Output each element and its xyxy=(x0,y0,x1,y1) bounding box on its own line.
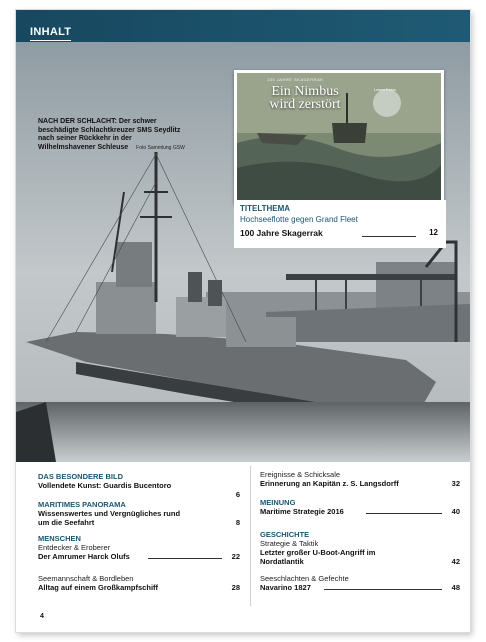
toc-title: Navarino 1827 xyxy=(260,583,311,592)
toc-page: 42 xyxy=(451,557,460,566)
toc-lead: Seeschlachten & Gefechte xyxy=(260,574,349,583)
toc-lead: Seemannschaft & Bordleben xyxy=(38,574,134,583)
toc-title: Maritime Strategie 2016 xyxy=(260,507,344,516)
toc-page: 40 xyxy=(451,507,460,516)
toc-page: 28 xyxy=(231,583,240,592)
toc-left-3[interactable] xyxy=(38,534,240,561)
toc-title: Der Amrumer Harck Olufs xyxy=(38,552,130,561)
toc-left-4[interactable] xyxy=(38,574,240,592)
leader-rule xyxy=(362,236,416,237)
toc-title: Vollendete Kunst: Guardis Bucentoro xyxy=(38,481,172,490)
caption-text: Der schwer beschädigte Schlachtkreuzer SMS Seydlitz nach seiner Rückkehr in der Wilhelmshavener Schleuse xyxy=(38,118,181,151)
toc-category: MENSCHEN xyxy=(38,534,81,543)
toc-category: MARITIMES PANORAMA xyxy=(38,500,126,509)
toc-lead: Strategie & Taktik xyxy=(260,539,319,548)
toc-left-1[interactable] xyxy=(38,472,240,499)
caption-credit: Foto Sammlung GSW xyxy=(136,144,185,151)
cover-story-page: 12 xyxy=(426,228,438,237)
toc-category: DAS BESONDERE BILD xyxy=(38,472,124,481)
toc-lead: Ereignisse & Schicksale xyxy=(260,470,341,479)
header-bar xyxy=(16,10,470,42)
leader-rule xyxy=(148,558,222,559)
toc-right-2[interactable] xyxy=(260,498,460,516)
toc-page: 6 xyxy=(235,490,240,499)
thumbnail-side-label: Lesen Fotos xyxy=(373,87,396,92)
toc-lead: Entdecker & Eroberer xyxy=(38,543,111,552)
column-divider xyxy=(250,466,251,606)
cover-story-entry[interactable] xyxy=(234,200,446,248)
toc-page: 8 xyxy=(235,518,240,527)
toc-left-2[interactable] xyxy=(38,500,240,527)
page-number: 4 xyxy=(40,613,44,620)
toc-right-4[interactable] xyxy=(260,574,460,592)
toc-category: GESCHICHTE xyxy=(260,530,310,539)
thumbnail-kicker: 100 JAHRE SKAGERRAK xyxy=(267,77,324,82)
cover-story-subtitle: Hochseeflotte gegen Grand Fleet xyxy=(240,215,358,224)
toc-title: Erinnerung an Kapitän z. S. Langsdorff xyxy=(260,479,399,488)
toc-page: 22 xyxy=(231,552,240,561)
thumbnail-title: Ein Nimbus wird zerstört xyxy=(269,84,341,112)
photo-caption xyxy=(38,118,186,152)
leader-rule xyxy=(324,589,442,590)
toc-title: Wissenswertes und Vergnügliches rund um die Seefahrt xyxy=(38,509,181,527)
toc-page: 32 xyxy=(451,479,460,488)
toc-category: MEINUNG xyxy=(260,498,296,507)
article-thumbnail[interactable] xyxy=(234,70,444,204)
magazine-page xyxy=(16,10,470,632)
caption-lead: NACH DER SCHLACHT: xyxy=(38,118,117,125)
cover-story-title: 100 Jahre Skagerrak xyxy=(240,228,323,238)
toc-right-3[interactable] xyxy=(260,530,460,566)
toc-title: Alltag auf einem Großkampfschiff xyxy=(38,583,159,592)
leader-rule xyxy=(366,513,442,514)
toc-page: 48 xyxy=(451,583,460,592)
toc-title: Letzter großer U-Boot-Angriff im Nordatlantik xyxy=(260,548,376,566)
section-label: INHALT xyxy=(30,26,72,38)
cover-story-kicker: TITELTHEMA xyxy=(240,204,291,213)
toc-right-1[interactable] xyxy=(260,470,460,488)
